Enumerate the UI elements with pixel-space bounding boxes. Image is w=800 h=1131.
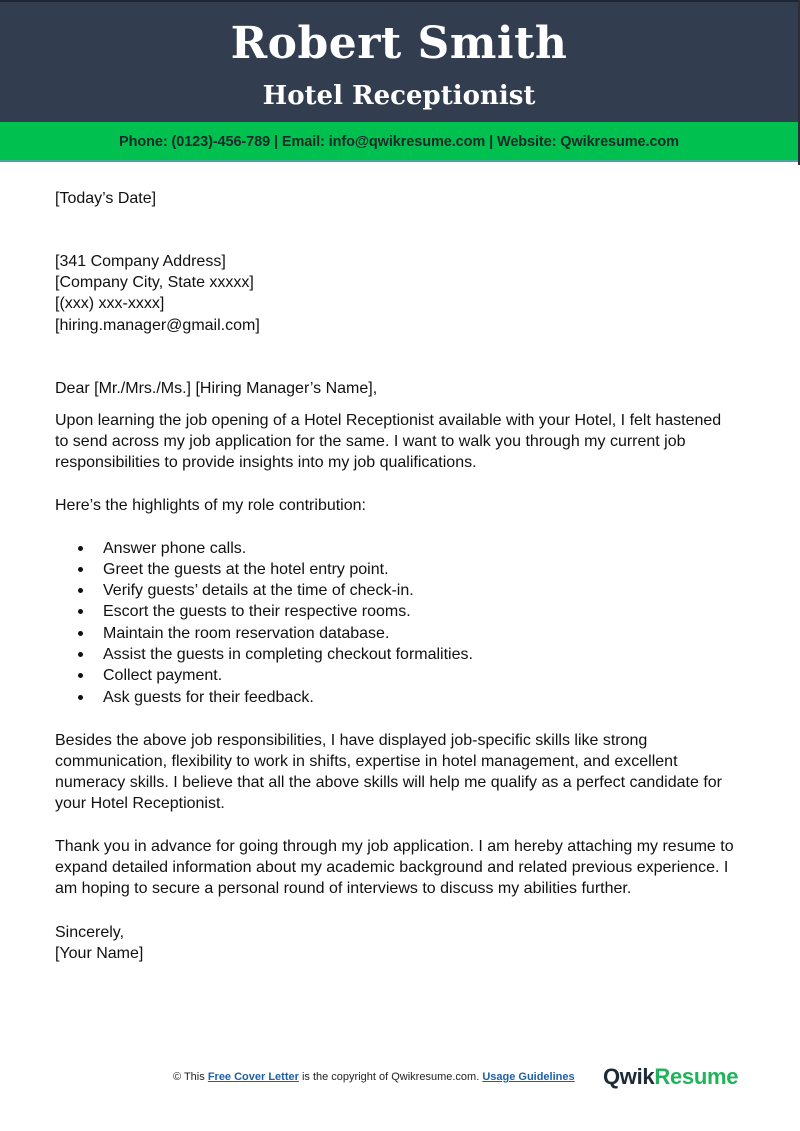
footer-prefix: © This [173, 1071, 208, 1083]
bullet-icon [78, 652, 83, 657]
copyright-footer [173, 1069, 575, 1085]
bullet-icon [78, 631, 83, 636]
paragraph-3-line: Thank you in advance for going through my job application. I am hereby attaching my resume to [55, 838, 734, 855]
paragraph-2-line: Besides the above job responsibilities, I have displayed job-specific skills like strong [55, 732, 648, 749]
address-line: [(xxx) xxx-xxxx] [55, 295, 165, 312]
logo-qwik: Qwik [603, 1064, 655, 1089]
paragraph-2-line: numeracy skills. I believe that all the above skills will help me qualify as a perfect candidate for [55, 774, 722, 791]
paragraph-2-line: your Hotel Receptionist. [55, 795, 225, 812]
paragraph-1-line: Upon learning the job opening of a Hotel Receptionist available with your Hotel, I felt hastened [55, 412, 722, 429]
list-item: Escort the guests to their respective rooms. [103, 603, 411, 620]
address-line: [hiring.manager@gmail.com] [55, 317, 260, 334]
contact-band [0, 122, 798, 162]
header-band [0, 0, 798, 122]
bullet-icon [78, 609, 83, 614]
logo-resume: Resume [654, 1064, 739, 1089]
paragraph-1-line: to send across my job application for the same. I want to walk you through my current job [55, 433, 686, 450]
address-line: [Company City, State xxxxx] [55, 274, 254, 291]
applicant-job-title: Hotel Receptionist [262, 81, 536, 111]
paragraph-3-line: expand detailed information about my academic background and related previous experience. I [55, 859, 729, 876]
address-line: [341 Company Address] [55, 253, 226, 270]
bullet-icon [78, 673, 83, 678]
paragraph-3-line: am hoping to secure a personal round of interviews to discuss my abilities further. [55, 880, 632, 897]
list-item: Greet the guests at the hotel entry point. [103, 561, 389, 578]
footer-middle: is the copyright of Qwikresume.com. [298, 1071, 483, 1083]
list-item: Verify guests’ details at the time of check-in. [103, 582, 414, 599]
list-item: Maintain the room reservation database. [103, 625, 390, 642]
bullet-icon [78, 695, 83, 700]
bullet-icon [78, 567, 83, 572]
qwikresume-logo[interactable] [603, 1063, 738, 1091]
list-item: Assist the guests in completing checkout formalities. [103, 646, 473, 663]
paragraph-1-line: responsibilities to provide insights into my job qualifications. [55, 454, 477, 471]
usage-guidelines-link[interactable]: Usage Guidelines [482, 1071, 575, 1083]
list-item: Ask guests for their feedback. [103, 689, 314, 706]
applicant-name: Robert Smith [230, 18, 568, 69]
highlights-intro: Here’s the highlights of my role contribution: [55, 497, 366, 514]
bullet-icon [78, 588, 83, 593]
free-cover-letter-link[interactable]: Free Cover Letter [207, 1071, 299, 1083]
paragraph-2-line: communication, flexibility to work in shifts, expertise in hotel management, and excellent [55, 753, 678, 770]
list-item: Answer phone calls. [103, 540, 247, 557]
signature: [Your Name] [55, 945, 144, 962]
letter-date: [Today’s Date] [55, 190, 157, 207]
closing: Sincerely, [55, 924, 125, 941]
list-item: Collect payment. [103, 667, 223, 684]
contact-info: Phone: (0123)-456-789 | Email: info@qwikresume.com | Website: Qwikresume.com [119, 134, 679, 150]
bullet-icon [78, 546, 83, 551]
salutation: Dear [Mr./Mrs./Ms.] [Hiring Manager’s Name], [55, 380, 378, 397]
